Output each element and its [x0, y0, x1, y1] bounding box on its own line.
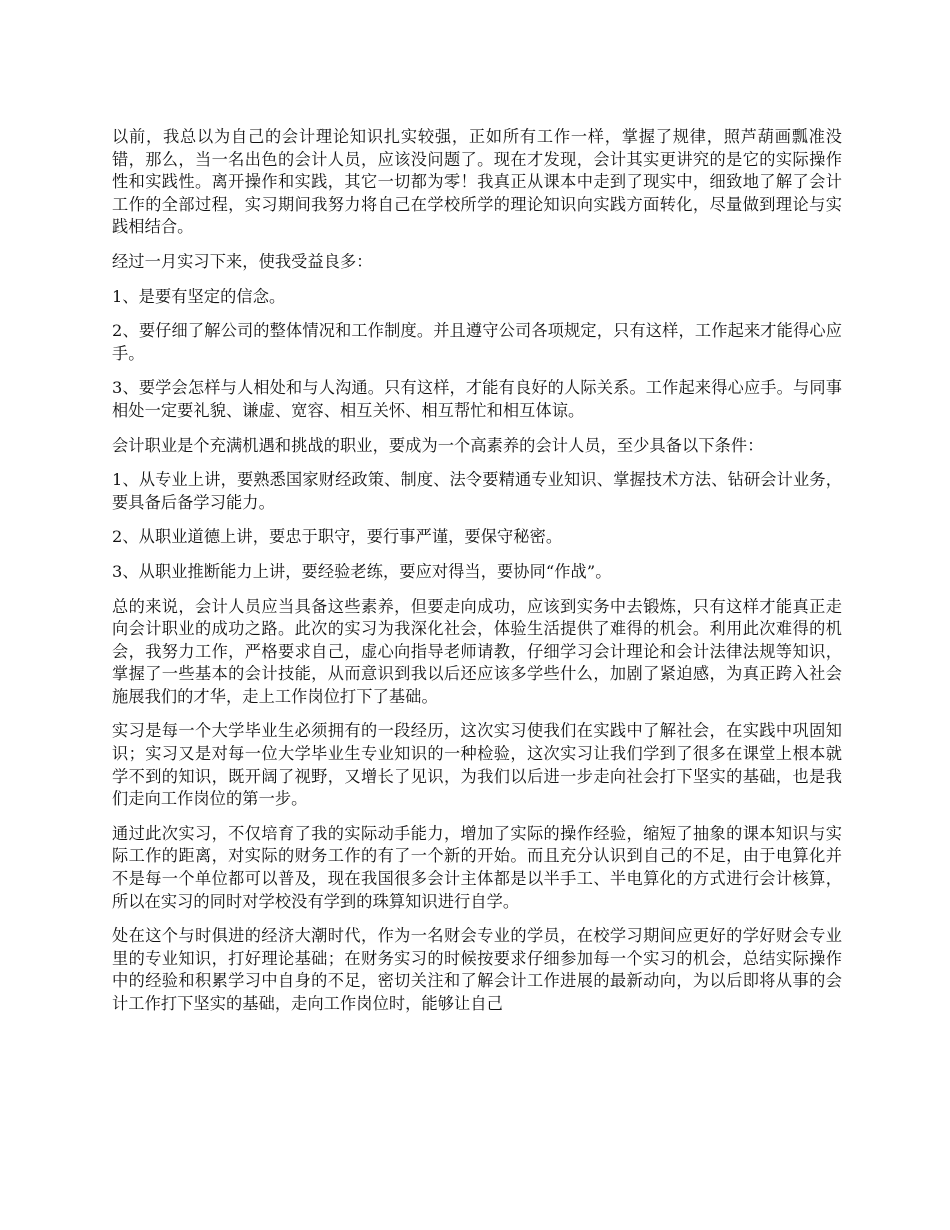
paragraph-11: 实习是每一个大学毕业生必须拥有的一段经历，这次实习使我们在实践中了解社会，在实践中巩固知识；实习又是对每一位大学毕业生专业知识的一种检验，这次实习让我们学到了很多在课堂上根本就学不到的知识，既开阔了视野，又增长了见识，为我们以后进一步走向社会打下坚实的基础，也是我们走向工作岗位的第一步。 [112, 721, 842, 809]
paragraph-5: 3、要学会怎样与人相处和与人沟通。只有这样，才能有良好的人际关系。工作起来得心应手。与同事相处一定要礼貌、谦虚、宽容、相互关怀、相互帮忙和相互体谅。 [112, 378, 842, 420]
document-body [112, 126, 842, 1028]
paragraph-3: 1、是要有坚定的信念。 [112, 286, 286, 306]
paragraph-6: 会计职业是个充满机遇和挑战的职业，要成为一个高素养的会计人员，至少具备以下条件： [112, 435, 764, 455]
paragraph-10: 总的来说，会计人员应当具备这些素养，但要走向成功，应该到实务中去锻炼，只有这样才能真正走向会计职业的成功之路。此次的实习为我深化社会，体验生活提供了难得的机会。利用此次难得的机会，我努力工作，严格要求自己，虚心向指导老师请教，仔细学习会计理论和会计法律法规等知识，掌握了一些基本的会计技能，从而意识到我以后还应该多学些什么，加剧了紧迫感，为真正跨入社会施展我们的才华，走上工作岗位打下了基础。 [112, 596, 842, 706]
paragraph-2: 经过一月实习下来，使我受益良多： [112, 251, 373, 271]
paragraph-7: 1、从专业上讲，要熟悉国家财经政策、制度、法令要精通专业知识、掌握技术方法、钻研会计业务，要具备后备学习能力。 [112, 470, 842, 512]
paragraph-9: 3、从职业推断能力上讲，要经验老练，要应对得当，要协同“作战”。 [112, 561, 612, 581]
paragraph-13: 处在这个与时俱进的经济大潮时代，作为一名财会专业的学员，在校学习期间应更好的学好财会专业里的专业知识，打好理论基础；在财务实习的时候按要求仔细参加每一个实习的机会，总结实际操作中的经验和积累学习中自身的不足，密切关注和了解会计工作进展的最新动向，为以后即将从事的会计工作打下坚实的基础，走向工作岗位时，能够让自己 [112, 926, 842, 1013]
paragraph-1: 以前，我总以为自己的会计理论知识扎实较强，正如所有工作一样，掌握了规律，照芦葫画瓢准没错，那么，当一名出色的会计人员，应该没问题了。现在才发现，会计其实更讲究的是它的实际操作性和实践性。离开操作和实践，其它一切都为零！我真正从课本中走到了现实中，细致地了解了会计工作的全部过程，实习期间我努力将自己在学校所学的理论知识向实践方面转化，尽量做到理论与实践相结合。 [112, 127, 842, 237]
paragraph-4: 2、要仔细了解公司的整体情况和工作制度。并且遵守公司各项规定，只有这样，工作起来才能得心应手。 [112, 321, 842, 363]
paragraph-12: 通过此次实习，不仅培育了我的实际动手能力，增加了实际的操作经验，缩短了抽象的课本知识与实际工作的距离，对实际的财务工作的有了一个新的开始。而且充分认识到自己的不足，由于电算化并不是每一个单位都可以普及，现在我国很多会计主体都是以半手工、半电算化的方式进行会计核算，所以在实习的同时对学校没有学到的珠算知识进行自学。 [112, 823, 842, 911]
paragraph-8: 2、从职业道德上讲，要忠于职守，要行事严谨，要保守秘密。 [112, 527, 563, 547]
